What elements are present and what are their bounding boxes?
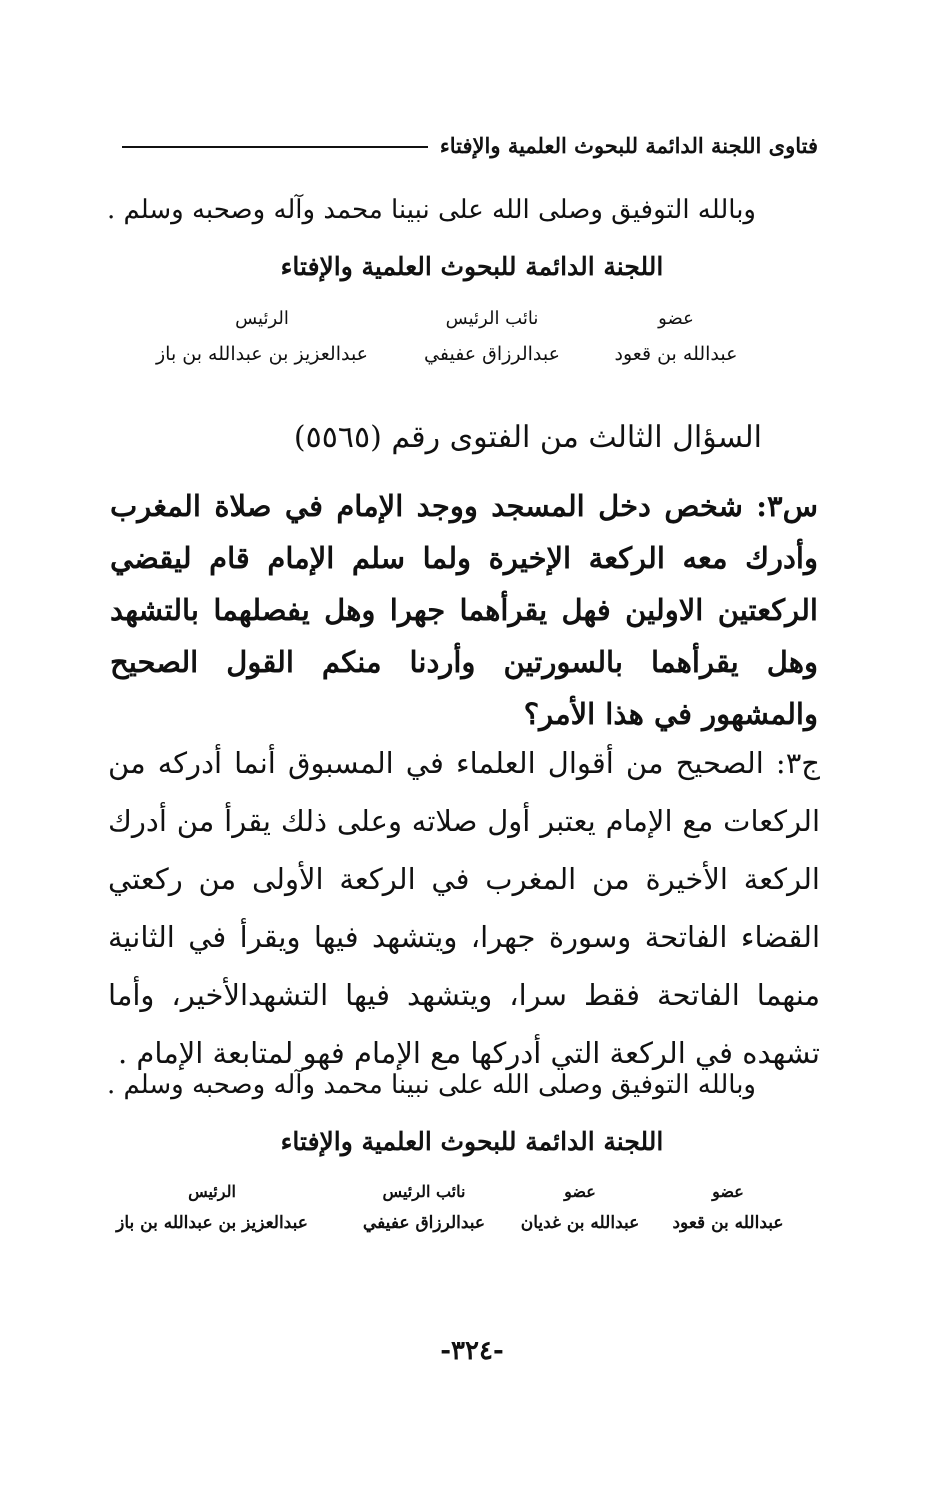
- committee-name-2: اللجنة الدائمة للبحوث العلمية والإفتاء: [280, 1127, 664, 1156]
- answer-text: ج٣: الصحيح من أقوال العلماء في المسبوق أنما أدركه من الركعات مع الإمام يعتبر أول صلاته وعلى ذلك يقرأ من أدرك الركعة الأخيرة من المغرب في الركعة الأولى من ركعتي القضاء الفاتحة وسورة جهرا، ويتشهد فيها ويقرأ في الثانية منهما الفاتحة فقط سرا، ويتشهد فيها التشهدالأخير، وأما تشهده في الركعة التي أدركها مع الإمام فهو لمتابعة الإمام .: [108, 746, 820, 1070]
- signatory-2-3: [363, 1182, 485, 1233]
- signatory-role: عضو: [564, 1182, 596, 1201]
- signatory-name: عبدالعزيز بن عبدالله بن باز: [155, 343, 369, 365]
- signatory-1-2: [424, 308, 560, 365]
- signatory-name: عبدالرزاق عفيفي: [424, 343, 560, 365]
- signatory-2-1: [672, 1182, 783, 1233]
- signatory-role: الرئيس: [188, 1182, 236, 1201]
- header-title: فتاوى اللجنة الدائمة للبحوث العلمية والإفتاء: [439, 132, 818, 158]
- committee-name-1: اللجنة الدائمة للبحوث العلمية والإفتاء: [280, 252, 664, 281]
- signatory-1-3: [156, 308, 368, 365]
- signatory-2-2: [521, 1182, 640, 1233]
- signatory-name: عبدالله بن قعود: [614, 343, 738, 365]
- signatory-1-1: [615, 308, 738, 365]
- signatory-role: نائب الرئيس: [382, 1182, 466, 1201]
- signatory-role: عضو: [712, 1182, 744, 1201]
- header-rule: [122, 146, 428, 148]
- closing-formula-2: وبالله التوفيق وصلى الله على نبينا محمد وآله وصحبه وسلم .: [106, 1070, 756, 1100]
- signatory-name: عبدالرزاق عفيفي: [362, 1213, 486, 1233]
- signatory-role: عضو: [658, 308, 694, 329]
- signatory-name: عبدالله بن غديان: [520, 1213, 640, 1233]
- signatory-role: نائب الرئيس: [445, 308, 539, 329]
- signatory-name: عبدالله بن قعود: [672, 1213, 784, 1233]
- signatory-2-4: [116, 1182, 308, 1233]
- fatwa-reference: السؤال الثالث من الفتوى رقم (٥٥٦٥): [293, 420, 762, 455]
- closing-formula-1: وبالله التوفيق وصلى الله على نبينا محمد وآله وصحبه وسلم .: [106, 195, 756, 225]
- page-number: -٣٢٤-: [440, 1336, 504, 1366]
- signatory-role: الرئيس: [235, 308, 289, 329]
- signatory-name: عبدالعزيز بن عبدالله بن باز: [116, 1213, 308, 1233]
- running-header: [122, 128, 818, 162]
- question-text: س٣: شخص دخل المسجد ووجد الإمام في صلاة المغرب وأدرك معه الركعة الإخيرة ولما سلم الإمام قام ليقضي الركعتين الاولين فهل يقرأهما جهرا وهل يفصلهما بالتشهد وهل يقرأهما بالسورتين وأردنا منكم القول الصحيح والمشهور في هذا الأمر؟: [110, 489, 818, 731]
